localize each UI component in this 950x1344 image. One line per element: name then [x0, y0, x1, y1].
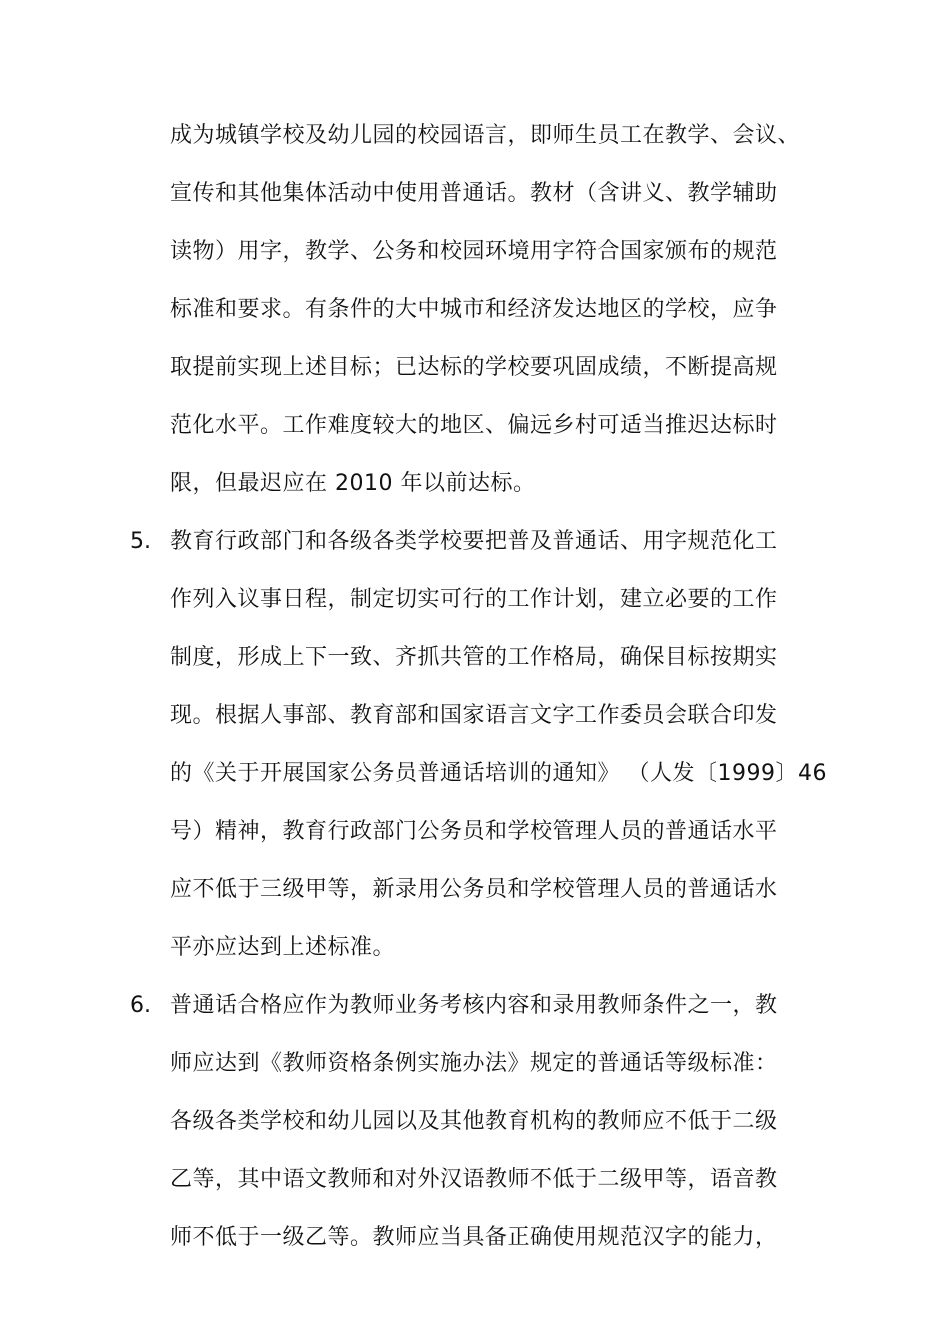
list-item-line: 制度，形成上下一致、齐抓共管的工作格局，确保目标按期实 [170, 645, 778, 670]
paragraph-line: 读物）用字，教学、公务和校园环境用字符合国家颁布的规范 [170, 239, 778, 264]
list-item-line: 师不低于一级乙等。教师应当具备正确使用规范汉字的能力， [170, 1225, 778, 1250]
list-item-line: 应不低于三级甲等，新录用公务员和学校管理人员的普通话水 [170, 877, 778, 902]
list-item-line: 乙等，其中语文教师和对外汉语教师不低于二级甲等，语音教 [170, 1167, 778, 1192]
list-item-line: 的《关于开展国家公务员普通话培训的通知》 （人发〔1999〕46 [170, 761, 827, 786]
paragraph-line: 成为城镇学校及幼儿园的校园语言，即师生员工在教学、会议、 [170, 123, 801, 148]
paragraph-line: 标准和要求。有条件的大中城市和经济发达地区的学校，应争 [170, 297, 778, 322]
paragraph-line: 范化水平。工作难度较大的地区、偏远乡村可适当推迟达标时 [170, 413, 778, 438]
list-number: 5. [130, 529, 151, 554]
paragraph-line: 取提前实现上述目标；已达标的学校要巩固成绩，不断提高规 [170, 355, 778, 380]
list-item-line: 号）精神，教育行政部门公务员和学校管理人员的普通话水平 [170, 819, 778, 844]
list-item-line: 各级各类学校和幼儿园以及其他教育机构的教师应不低于二级 [170, 1109, 778, 1134]
list-item-line: 师应达到《教师资格条例实施办法》规定的普通话等级标准： [170, 1051, 778, 1076]
list-number: 6. [130, 993, 151, 1018]
list-item-line: 教育行政部门和各级各类学校要把普及普通话、用字规范化工 [170, 529, 778, 554]
list-item-line: 平亦应达到上述标准。 [170, 935, 396, 960]
list-item-line: 作列入议事日程，制定切实可行的工作计划，建立必要的工作 [170, 587, 778, 612]
paragraph-line: 限，但最迟应在 2010 年以前达标。 [170, 471, 536, 496]
paragraph-line: 宣传和其他集体活动中使用普通话。教材（含讲义、教学辅助 [170, 181, 778, 206]
list-item-line: 普通话合格应作为教师业务考核内容和录用教师条件之一，教 [170, 993, 778, 1018]
list-item-line: 现。根据人事部、教育部和国家语言文字工作委员会联合印发 [170, 703, 778, 728]
